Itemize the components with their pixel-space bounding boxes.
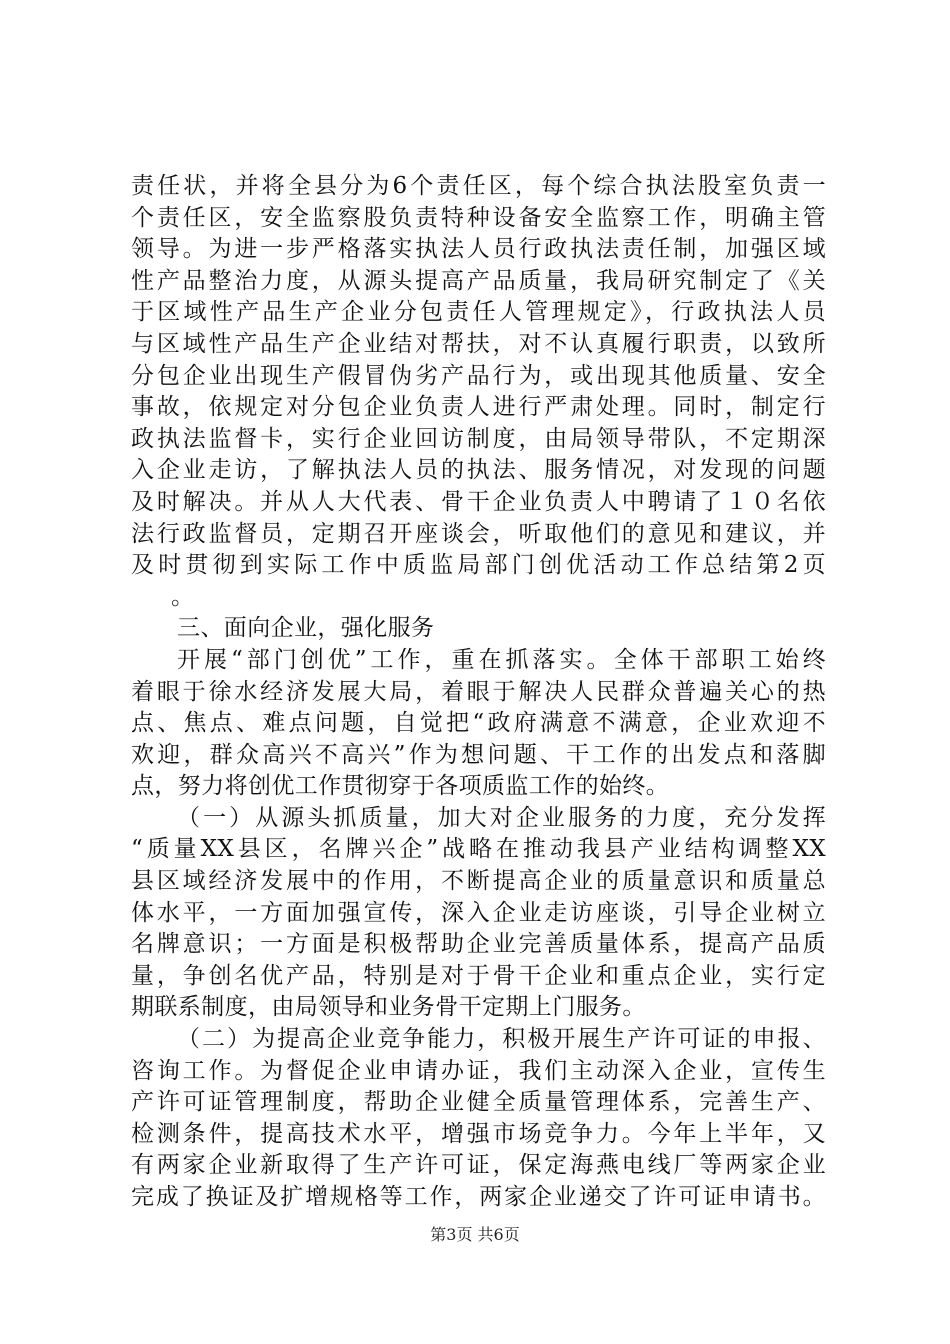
text-line: 有两家企业新取得了生产许可证，保定海燕电线厂等两家企业 (131, 1152, 826, 1179)
text-line: 完成了换证及扩增规格等工作，两家企业递交了许可证申请书。 (131, 1184, 826, 1210)
text-line: 及时解决。并从人大代表、骨干企业负责人中聘请了１０名依 (131, 488, 826, 515)
text-line: “质量XX县区，名牌兴企”战略在推动我县产业结构调整XX (131, 836, 826, 863)
text-line: 入企业走访，了解执法人员的执法、服务情况，对发现的问题 (131, 457, 826, 484)
text-line: 事故，依规定对分包企业负责人进行严肃处理。同时，制定行 (131, 394, 826, 421)
body-text (131, 171, 826, 1214)
text-line: 检测条件，提高技术水平，增强市场竞争力。今年上半年，又 (131, 1120, 826, 1147)
text-line: 点、焦点、难点问题，自觉把“政府满意不满意，企业欢迎不 (131, 710, 826, 737)
text-line: 及时贯彻到实际工作中质监局部门创优活动工作总结第2页 (131, 552, 826, 579)
text-line: 性产品整治力度，从源头提高产品质量，我局研究制定了《关 (131, 267, 826, 294)
text-line: 欢迎，群众高兴不高兴”作为想问题、干工作的出发点和落脚 (131, 741, 826, 768)
section-heading: 三、面向企业，强化服务 (177, 615, 435, 642)
text-line: 县区域经济发展中的作用，不断提高企业的质量意识和质量总 (131, 868, 826, 895)
text-line: 。 (171, 583, 195, 610)
text-line: 产许可证管理制度，帮助企业健全质量管理体系，完善生产、 (131, 1089, 826, 1116)
text-line: 个责任区，安全监察股负责特种设备安全监察工作，明确主管 (131, 204, 826, 231)
paragraph-first-line: （二）为提高企业竞争能力，积极开展生产许可证的申报、 (177, 1026, 826, 1053)
text-line: 于区域性产品生产企业分包责任人管理规定》，行政执法人员 (131, 299, 826, 326)
text-line: 分包企业出现生产假冒伪劣产品行为，或出现其他质量、安全 (131, 362, 826, 389)
paragraph-first-line: （一）从源头抓质量，加大对企业服务的力度，充分发挥 (177, 804, 826, 831)
page-number-footer: 第3页 共6页 (430, 1225, 520, 1244)
text-line: 领导。为进一步严格落实执法人员行政执法责任制，加强区域 (131, 236, 826, 263)
text-line: 责任状，并将全县分为6个责任区，每个综合执法股室负责一 (131, 173, 826, 199)
text-line: 政执法监督卡，实行企业回访制度，由局领导带队，不定期深 (131, 425, 826, 452)
text-line: 体水平，一方面加强宣传，深入企业走访座谈，引导企业树立 (131, 899, 826, 926)
text-line: 咨询工作。为督促企业申请办证，我们主动深入企业，宣传生 (131, 1057, 826, 1084)
text-line: 量，争创名优产品，特别是对于骨干企业和重点企业，实行定 (131, 962, 826, 989)
paragraph-first-line: 开展“部门创优”工作，重在抓落实。全体干部职工始终 (177, 646, 826, 673)
text-line: 着眼于徐水经济发展大局，着眼于解决人民群众普遍关心的热 (131, 678, 826, 705)
text-line: 名牌意识；一方面是积极帮助企业完善质量体系，提高产品质 (131, 931, 826, 958)
text-line: 点，努力将创优工作贯彻穿于各项质监工作的始终。 (131, 773, 670, 800)
text-line: 期联系制度，由局领导和业务骨干定期上门服务。 (131, 994, 646, 1021)
text-line: 与区域性产品生产企业结对帮扶，对不认真履行职责，以致所 (131, 330, 826, 357)
text-line: 法行政监督员，定期召开座谈会，听取他们的意见和建议，并 (131, 520, 826, 547)
